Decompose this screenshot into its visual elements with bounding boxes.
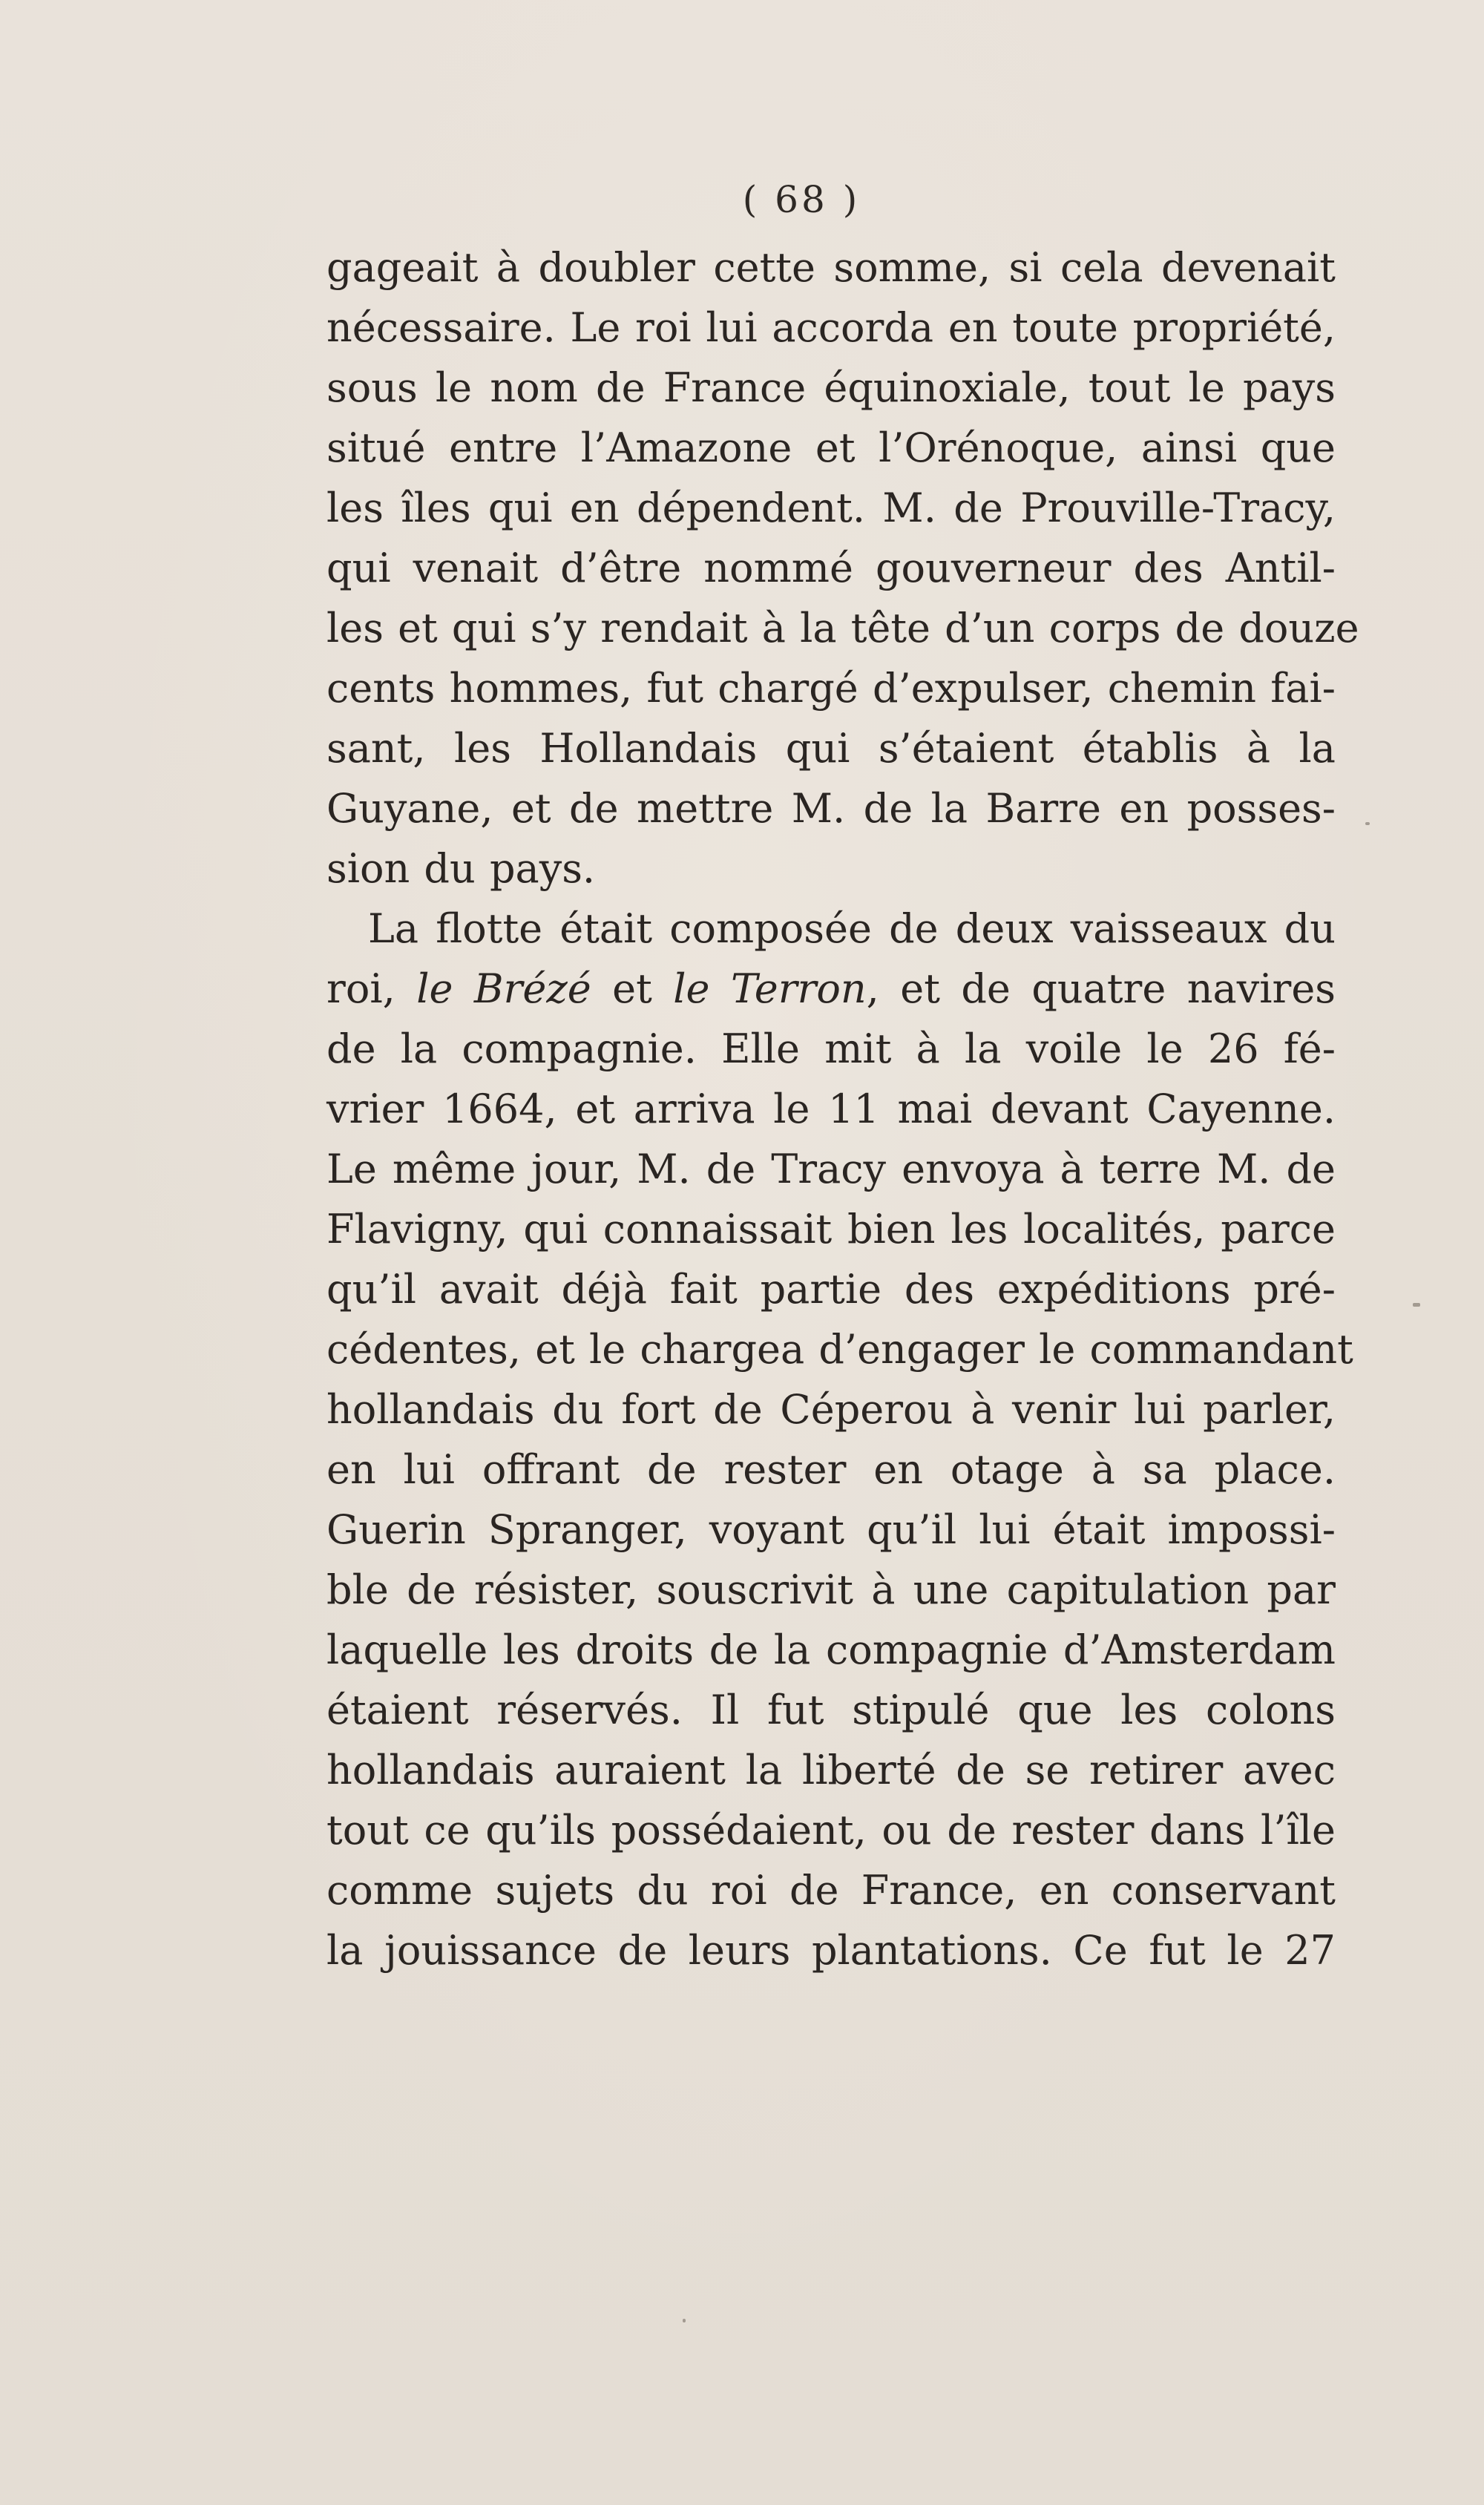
paragraph bbox=[326, 237, 1359, 899]
text-line: Le même jour, M. de Tracy envoya à terre M. de bbox=[326, 1146, 1336, 1192]
text-line: Guyane, et de mettre M. de la Barre en posses- bbox=[326, 785, 1336, 832]
text-line: Guerin Spranger, voyant qu’il lui était impossi- bbox=[326, 1506, 1336, 1553]
text-line: nécessaire. Le roi lui accorda en toute propriété, bbox=[326, 304, 1336, 351]
text-line: tout ce qu’ils possédaient, ou de rester dans l’île bbox=[326, 1807, 1336, 1854]
text-fragment: , et de quatre navires bbox=[866, 965, 1336, 1012]
paragraph bbox=[326, 899, 1353, 1980]
paper-speck bbox=[1365, 822, 1370, 825]
page-number: ( 68 ) bbox=[742, 178, 861, 221]
text-line: sant, les Hollandais qui s’étaient établis à la bbox=[326, 725, 1336, 772]
text-line: la jouissance de leurs plantations. Ce fut le 27 bbox=[326, 1927, 1336, 1974]
text-line: laquelle les droits de la compagnie d’Amsterdam bbox=[326, 1626, 1336, 1673]
text-line: gageait à doubler cette somme, si cela devenait bbox=[326, 244, 1336, 291]
text-line: situé entre l’Amazone et l’Orénoque, ainsi que bbox=[326, 424, 1336, 471]
text-line: ble de résister, souscrivit à une capitulation par bbox=[326, 1566, 1336, 1613]
text-line: les et qui s’y rendait à la tête d’un corps de douze bbox=[326, 605, 1359, 651]
text-line: sion du pays. bbox=[326, 845, 596, 892]
text-line: sous le nom de France équinoxiale, tout le pays bbox=[326, 364, 1336, 411]
text-line: qui venait d’être nommé gouverneur des Antil- bbox=[326, 545, 1336, 591]
text-line-with-ship-names bbox=[326, 959, 1336, 1019]
text-line: cédentes, et le chargea d’engager le commandant bbox=[326, 1326, 1353, 1373]
text-line: étaient réservés. Il fut stipulé que les colons bbox=[326, 1687, 1336, 1733]
text-line: comme sujets du roi de France, en conservant bbox=[326, 1867, 1336, 1914]
text-fragment: et bbox=[591, 965, 674, 1012]
text-line: vrier 1664, et arriva le 11 mai devant Cayenne. bbox=[326, 1086, 1336, 1132]
text-fragment: roi, bbox=[326, 965, 417, 1012]
text-line: Flavigny, qui connaissait bien les localités, parce bbox=[326, 1206, 1336, 1252]
text-line: les îles qui en dépendent. M. de Prouville-Tracy, bbox=[326, 485, 1336, 531]
text-line: La flotte était composée de deux vaisseaux du bbox=[368, 905, 1336, 952]
ship-name: le Brézé bbox=[416, 965, 591, 1012]
text-line: cents hommes, fut chargé d’expulser, chemin fai- bbox=[326, 665, 1336, 712]
text-line: qu’il avait déjà fait partie des expéditions pré- bbox=[326, 1266, 1336, 1313]
ship-name: le Terron bbox=[673, 965, 867, 1012]
paper-speck bbox=[1413, 1303, 1420, 1307]
text-line: en lui offrant de rester en otage à sa place. bbox=[326, 1446, 1336, 1493]
body-text bbox=[326, 237, 1359, 1980]
paper-speck bbox=[683, 2319, 686, 2322]
text-line: de la compagnie. Elle mit à la voile le 26 fé- bbox=[326, 1025, 1336, 1072]
text-line: hollandais du fort de Céperou à venir lui parler, bbox=[326, 1386, 1336, 1433]
text-line: hollandais auraient la liberté de se retirer avec bbox=[326, 1747, 1336, 1793]
